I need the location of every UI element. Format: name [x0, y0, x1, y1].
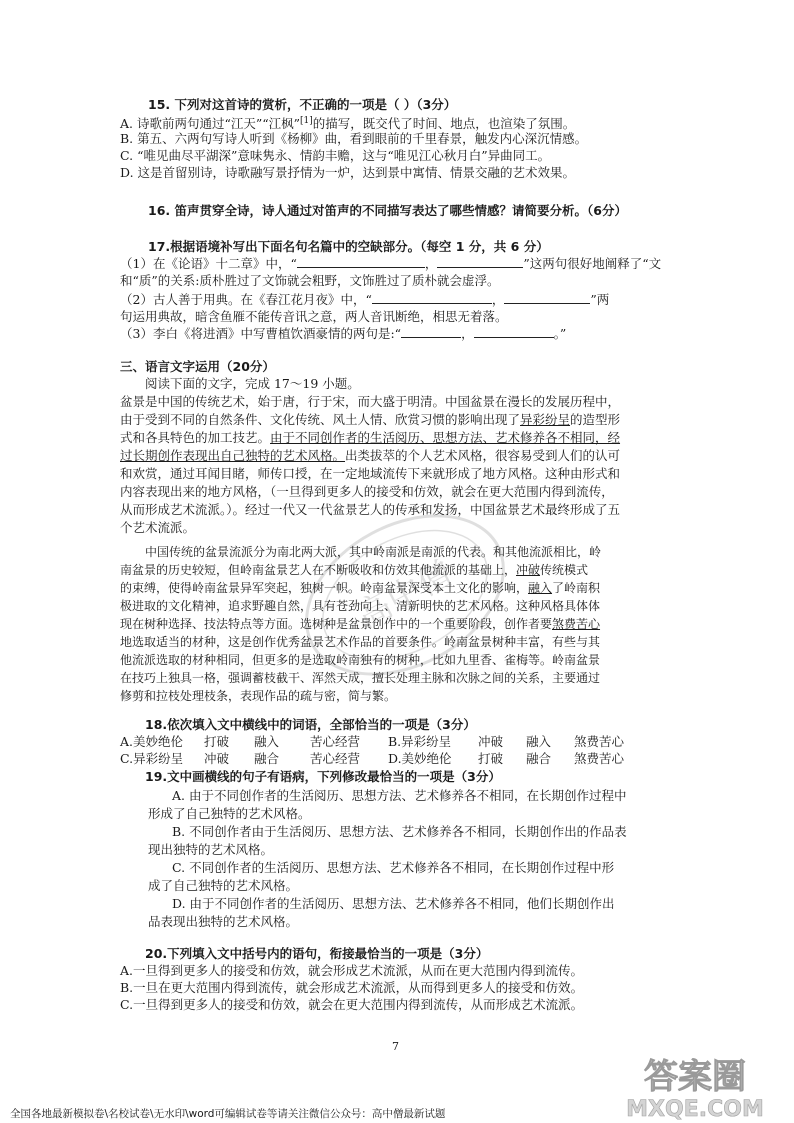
- q18-stem: 18.依次填入文中横线中的词语，全部恰当的一项是（3分）: [145, 717, 476, 732]
- svg-text:高中僧: 高中僧: [350, 553, 460, 637]
- q18-options-row: [120, 750, 624, 767]
- fill-blank-word: 煞费苦心: [552, 617, 601, 631]
- passage-p2-line: 中国传统的盆景流派分为南北两大派，其中岭南派是南派的代表。和其他流派相比，岭: [145, 545, 602, 559]
- q19-option-d: D. 由于不同创作者的生活阅历、思想方法、艺术修养各不相同，他们长期创作出: [172, 896, 615, 911]
- q19-option-c: C. 不同创作者的生活阅历、思想方法、艺术修养各不相同，在长期创作过程中形: [172, 860, 615, 875]
- passage-p2-line: 在技巧上独具一格，强调蓄枝截干、浑然天成，擅长处理主脉和次脉之间的关系，主要通过: [120, 671, 601, 685]
- svg-text:MXQE.COM: MXQE.COM: [626, 1097, 764, 1122]
- q19-option-b: B. 不同创作者由于生活阅历、思想方法、艺术修养各不相同，长期创作出的作品表: [172, 824, 627, 839]
- q19-option-a: A. 由于不同创作者的生活阅历、思想方法、艺术修养各不相同，在长期创作过程中: [172, 788, 627, 803]
- q18-option: 融入: [526, 734, 552, 749]
- passage-p2-line: 南盆景的历史较短，但岭南盆景艺人在不断吸收和仿效其他流派的基础上，冲破传统模式: [120, 563, 589, 577]
- q19-option-a-cont: 形成了自己独特的艺术风格。: [148, 806, 311, 821]
- q15-option-c: C. “唯见曲尽平湖深”意味隽永、情韵丰赡，这与“唯见江心秋月白”异曲同工。: [120, 148, 551, 163]
- page-number: 7: [392, 1040, 399, 1053]
- q19-option-c-cont: 成了自己独特的艺术风格。: [148, 878, 299, 893]
- underlined-sentence: 由于不同创作者的生活阅历、思想方法、艺术修养各不相同，经: [270, 430, 621, 445]
- q17-item3: （3）李白《将进酒》中写曹植饮酒豪情的两句是:“ ， 。”: [120, 326, 567, 341]
- q18-option: 煞费苦心: [574, 751, 625, 766]
- q18-options-row: [120, 733, 624, 750]
- passage-p1-line: 盆景是中国的传统艺术，始于唐，行于宋，而大盛于明清。中国盆景在漫长的发展历程中，: [120, 394, 621, 409]
- passage-p1-line: 过长期创作表现出自己独特的艺术风格。出类拔萃的个人艺术风格，很容易受到人们的认可: [120, 448, 621, 463]
- q20-stem: 20.下列填入文中括号内的语句，衔接最恰当的一项是（3分）: [145, 946, 489, 961]
- q18-option: 煞费苦心: [574, 734, 625, 749]
- passage-p2-line: 的束缚，使得岭南盆景异军突起，独树一帜。岭南盆景深受本土文化的影响，融入了岭南积: [120, 581, 601, 595]
- section-intro: 阅读下面的文字，完成 17～19 小题。: [145, 376, 360, 391]
- passage-p1-line: 从而形成艺术流派。）。经过一代又一代盆景艺人的传承和发扬，中国盆景艺术最终形成了五: [120, 502, 621, 517]
- q18-option: D.美妙绝伦: [388, 751, 452, 766]
- site-logo: [600, 1052, 790, 1122]
- fill-blank-word: 异彩纷呈: [520, 412, 571, 427]
- q15-option-a: A. 诗歌前两句通过“江天”“江枫”[1]的描写，既交代了时间、地点，也渲染了氛围。: [120, 116, 576, 132]
- q20-option-a: A.一旦得到更多人的接受和仿效，就会形成艺术流派，从而在更大范围内得到流传。: [120, 963, 584, 978]
- q18-option: 冲破: [204, 751, 230, 766]
- footnote-marker: [1]: [300, 116, 313, 126]
- q18-option: 融入: [254, 734, 280, 749]
- section-title: 三、语言文字运用（20分）: [120, 359, 275, 374]
- q19-stem: 19.文中画横线的句子有语病，下列修改最恰当的一项是（3分）: [145, 769, 501, 784]
- fill-blank-word: 融入: [528, 581, 553, 595]
- q17-item1: （1）在《论语》十二章》中，“ ， ”这两句很好地阐释了“文: [120, 256, 662, 271]
- q17-item2-cont: 句运用典故，暗含鱼雁不能传音讯之意，两人音讯断绝，相思无着落。: [120, 309, 508, 324]
- answer-blank: [504, 291, 590, 304]
- q18-option: 苦心经营: [310, 751, 361, 766]
- q17-item2: （2）古人善于用典。在《春江花月夜》中，“ ， ”两: [120, 292, 610, 307]
- q18-option: 融合: [254, 751, 280, 766]
- answer-blank: [401, 325, 461, 338]
- passage-p1-line: 由于受到不同的自然条件、文化传统、风土人情、欣赏习惯的影响出现了异彩纷呈的造型形: [120, 412, 621, 427]
- q17-item1-cont: 和“质”的关系:质朴胜过了文饰就会粗野，文饰胜过了质朴就会虚浮。: [120, 273, 500, 288]
- footer-note: 全国各地最新模拟卷\名校试卷\无水印\word可编辑试卷等请关注微信公众号：高中僧最新试题: [10, 1108, 446, 1120]
- q18-option: 融合: [526, 751, 552, 766]
- q17-stem: 17.根据语境补写出下面名句名篇中的空缺部分。（每空 1 分，共 6 分）: [148, 239, 549, 254]
- answer-blank: [437, 255, 523, 268]
- passage-p2-line: 现在树种选择、技法特点等方面。选树种是盆景创作中的一个重要阶段，创作者要煞费苦心: [120, 617, 601, 631]
- q19-option-d-cont: 品表现出独特的艺术风格。: [148, 914, 299, 929]
- q16-stem: 16. 笛声贯穿全诗，诗人通过对笛声的不同描写表达了哪些情感？请简要分析。（6分）: [148, 203, 627, 218]
- q18-option: B.异彩纷呈: [388, 734, 452, 749]
- underlined-sentence: 过长期创作表现出自己独特的艺术风格。: [120, 448, 346, 463]
- q15-option-d: D. 这是首留别诗，诗歌融写景抒情为一炉，达到景中寓情、情景交融的艺术效果。: [120, 165, 576, 180]
- passage-p1-line: 和欢赏，通过耳闻目睹，师传口授，在一定地域流传下来就形成了地方风格。这种由形式和: [120, 466, 621, 481]
- q18-option: 苦心经营: [310, 734, 361, 749]
- svg-text:答案圈: 答案圈: [644, 1057, 746, 1097]
- passage-p2-line: 极进取的文化精神，追求野趣自然，具有苍劲向上、清新明快的艺术风格。这种风格具体体: [120, 599, 601, 613]
- q18-option: 打破: [478, 751, 504, 766]
- answer-blank: [474, 325, 554, 338]
- q18-option: 冲破: [478, 734, 504, 749]
- q20-option-c: C.一旦得到更多人的接受和仿效，就会在更大范围内得到流传，从而形成艺术流派。: [120, 997, 584, 1012]
- passage-p1-line: 个艺术流派。: [120, 520, 196, 535]
- q18-option: A.美妙绝伦: [120, 734, 184, 749]
- q19-option-b-cont: 现出独特的艺术风格。: [148, 842, 274, 857]
- answer-blank: [297, 255, 425, 268]
- q18-option: 打破: [204, 734, 230, 749]
- passage-p2-line: 地选取适当的材种，这是创作优秀盆景艺术作品的首要条件。岭南盆景树种丰富，有些与其: [120, 635, 601, 649]
- q20-option-b: B.一旦在更大范围内得到流传，就会形成艺术流派，从而得到更多人的接受和仿效。: [120, 980, 584, 995]
- q18-option: C.异彩纷呈: [120, 751, 184, 766]
- fill-blank-word: 冲破: [516, 563, 541, 577]
- passage-p2-line: 修剪和拉枝处理枝条，表现作品的疏与密，简与繁。: [120, 689, 397, 703]
- passage-p1-line: 式和各具特色的加工技艺。由于不同创作者的生活阅历、思想方法、艺术修养各不相同，经: [120, 430, 621, 445]
- q15-stem: 15. 下列对这首诗的赏析，不正确的一项是（ ）（3分）: [148, 97, 457, 112]
- answer-blank: [372, 291, 492, 304]
- passage-p1-line: 内容表现出来的地方风格，（一旦得到更多人的接受和仿效，就会在更大范围内得到流传，: [120, 484, 614, 499]
- passage-p2-line: 他流派选取的材种相同，但更多的是选取岭南独有的树种，比如九里香、雀梅等。岭南盆景: [120, 653, 601, 667]
- q15-option-b: B. 第五、六两句写诗人听到《杨柳》曲，看到眼前的千里春景，触发内心深沉情感。: [120, 131, 588, 146]
